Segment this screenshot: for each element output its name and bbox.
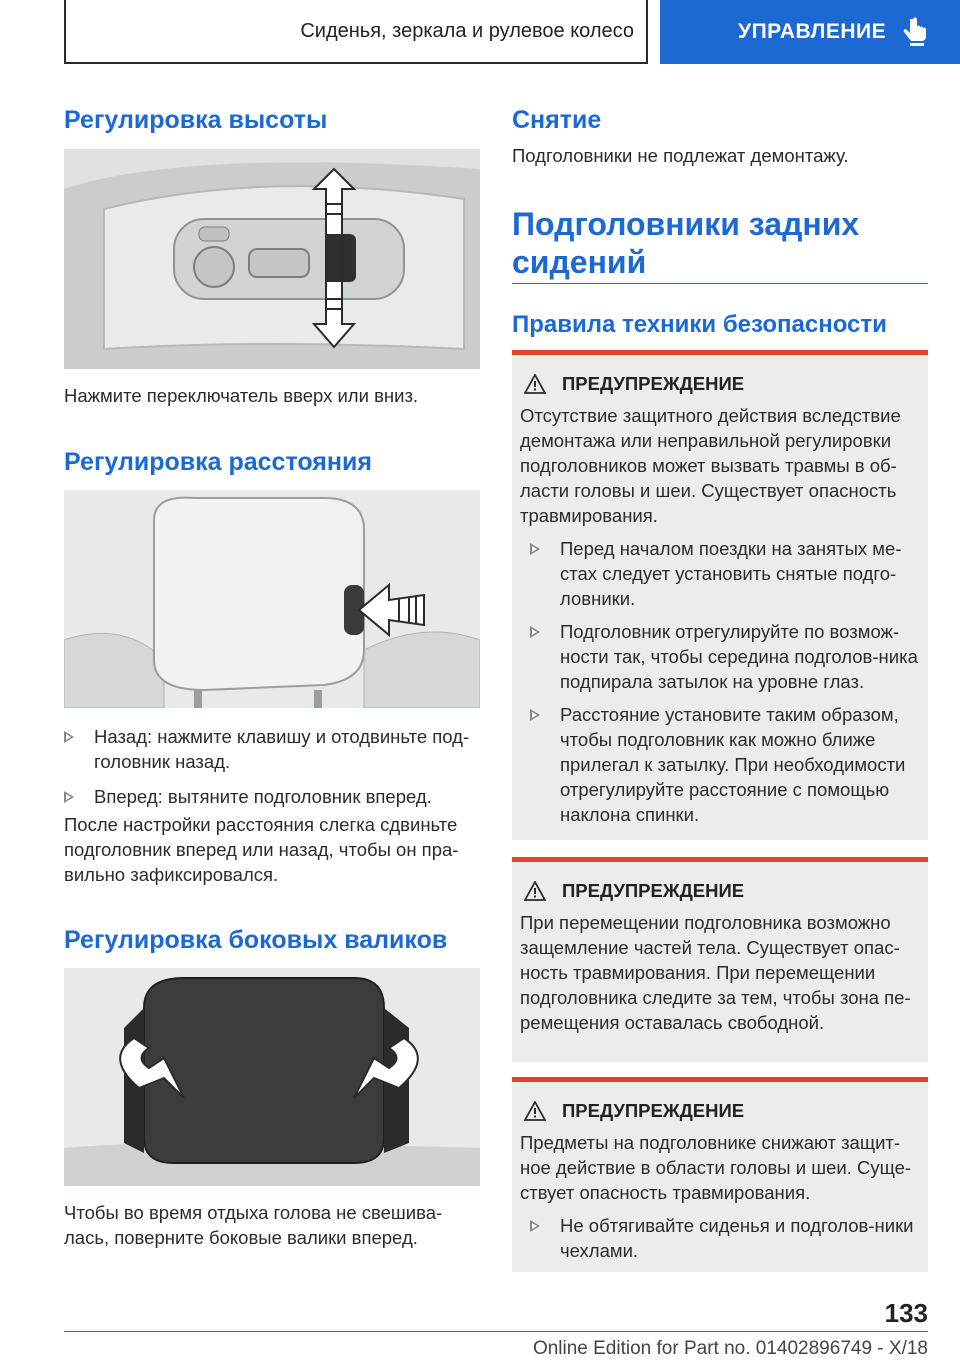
warning-box-2 xyxy=(512,857,928,1062)
warning-triangle-icon xyxy=(524,1101,546,1121)
headrest-distance-illustration xyxy=(64,490,480,708)
image-headrest-distance xyxy=(64,490,480,708)
chapter-title: УПРАВЛЕНИЕ xyxy=(738,20,887,43)
warning-title: ПРЕДУПРЕЖДЕНИЕ xyxy=(520,1100,918,1122)
warning-triangle-icon xyxy=(524,881,546,901)
triangle-bullet-icon xyxy=(530,1220,540,1232)
list-item: Назад: нажмите клавишу и отодвиньте под-головник назад. xyxy=(64,724,480,774)
warning-triangle-icon xyxy=(524,374,546,394)
seat-height-illustration xyxy=(64,149,480,369)
triangle-bullet-icon xyxy=(530,626,540,638)
triangle-bullet-icon xyxy=(64,791,74,803)
header-chapter-tab[interactable] xyxy=(660,0,960,64)
heading-safety-rules: Правила техники безопасности xyxy=(512,311,887,338)
warning-box-1 xyxy=(512,350,928,840)
heading-height-adjustment: Регулировка высоты xyxy=(64,106,328,134)
list-item: Не обтягивайте сиденья и подголов-ники чехлами. xyxy=(530,1213,918,1263)
list-item: Перед началом поездки на занятых ме-стах следует установить снятые подго-ловники. xyxy=(530,536,918,611)
side-wings-illustration xyxy=(64,968,480,1186)
header-section-title xyxy=(64,0,648,64)
heading-rear-line-1: Подголовники задних xyxy=(512,206,860,242)
warning-title: ПРЕДУПРЕЖДЕНИЕ xyxy=(520,373,918,395)
page-number: 133 xyxy=(884,1298,928,1328)
footer-divider xyxy=(64,1331,928,1332)
image-side-wings xyxy=(64,968,480,1186)
edition-info: Online Edition for Part no. 01402896749 - X/18 xyxy=(532,1338,928,1359)
triangle-bullet-icon xyxy=(530,709,540,721)
warning-box-3 xyxy=(512,1077,928,1272)
distance-note: После настройки расстояния слегка сдвиньте подголовник вперед или назад, чтобы он пра-вильно зафиксировался. xyxy=(64,814,459,885)
warning-text: Предметы на подголовнике снижают защит-ное действие в области головы и шеи. Суще-ствует опасность травмирования. xyxy=(520,1132,912,1203)
heading-rear-headrests xyxy=(512,205,928,281)
removal-text: Подголовники не подлежат демонтажу. xyxy=(512,145,849,166)
warning-title: ПРЕДУПРЕЖДЕНИЕ xyxy=(520,880,918,902)
warning-text: При перемещении подголовника возможно защемление частей тела. Существует опас-ность травмирования. При перемещении подголовника следите за тем, чтобы зона пе-ремещения оставалась свободной. xyxy=(520,912,911,1033)
height-instruction: Нажмите переключатель вверх или вниз. xyxy=(64,385,419,406)
list-item: Вперед: вытяните подголовник вперед. xyxy=(64,784,480,809)
heading-removal: Снятие xyxy=(512,106,602,134)
list-item: Подголовник отрегулируйте по возмож-ности так, чтобы середина подголов-ника подпирала затылок на уровне глаз. xyxy=(530,619,918,694)
hand-pointer-icon xyxy=(902,17,928,47)
heading-rear-line-2: сидений xyxy=(512,244,647,280)
triangle-bullet-icon xyxy=(530,543,540,555)
image-height-switch xyxy=(64,149,480,369)
heading-side-wings: Регулировка боковых валиков xyxy=(64,926,448,954)
warning-text: Отсутствие защитного действия вследствие демонтажа или неправильной регулировки подголовников может вызвать травмы в об-ласти головы и шеи. Существует опасность травмирования. xyxy=(520,405,901,526)
distance-bullet-list xyxy=(64,724,480,809)
section-title: Сиденья, зеркала и рулевое колесо xyxy=(300,19,634,42)
section-divider xyxy=(512,283,928,284)
list-item: Расстояние установите таким образом, чтобы подголовник как можно ближе прилегал к затылку. При необходимости отрегулируйте расстояние с помощью наклона спинки. xyxy=(530,702,918,827)
side-wings-instruction: Чтобы во время отдыха голова не свешива-лась, поверните боковые валики вперед. xyxy=(64,1202,443,1248)
triangle-bullet-icon xyxy=(64,731,74,743)
heading-distance-adjustment: Регулировка расстояния xyxy=(64,448,372,476)
